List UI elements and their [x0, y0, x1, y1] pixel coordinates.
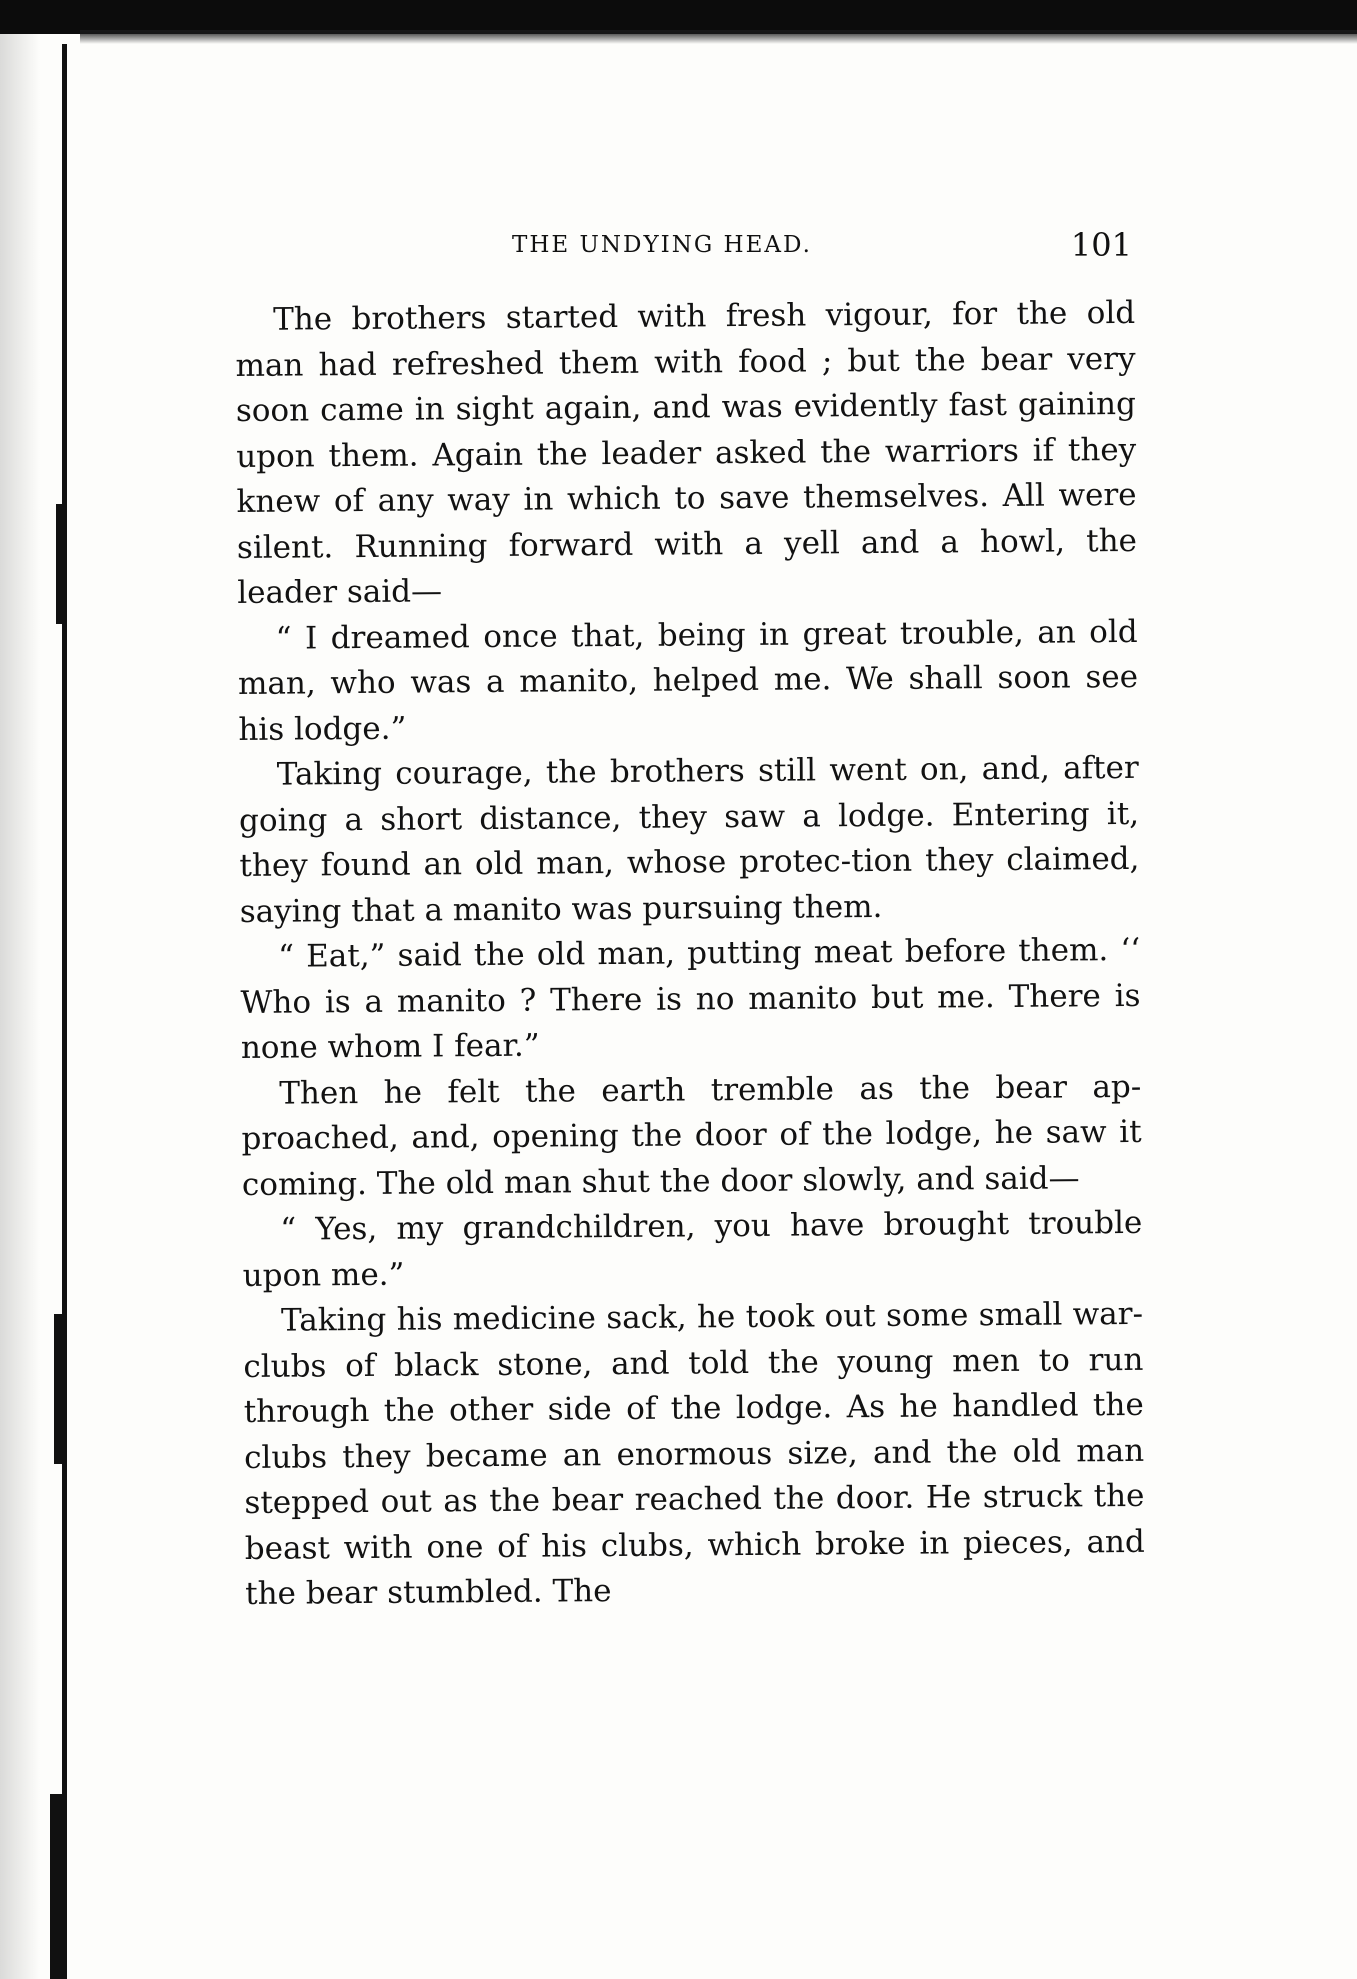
paragraph: “ Eat,” said the old man, putting meat before them. ‘‘ Who is a manito ? There is no manito but me. There is none whom I fear.”	[240, 931, 1141, 1066]
paragraph: Taking his medicine sack, he took out some small war-clubs of black stone, and told the young men to run through the other side of the lodge. As he handled the clubs they became an enormous size, and the old man stepped out as the bear reached the door. He struck the beast with one of his clubs, which broke in pieces, and the bear stumbled. The	[243, 1295, 1145, 1612]
binding-mark	[56, 504, 66, 624]
running-title: THE UNDYING HEAD.	[512, 232, 812, 258]
paragraph: Then he felt the earth tremble as the bear ap-proached, and, opening the door of the lodge, he saw it coming. The old man shut the door slowly, and said—	[241, 1068, 1142, 1203]
paragraph: The brothers started with fresh vigour, for the old man had refreshed them with food ; but the bear very soon came in sight again, and was evidently fast gaining upon them. Again the leader asked the warriors if they knew of any way in which to save themselves. All were silent. Running forward with a yell and a howl, the leader said—	[235, 294, 1138, 611]
body-text	[235, 291, 1145, 1618]
paragraph: “ Yes, my grandchildren, you have brought trouble upon me.”	[242, 1204, 1143, 1294]
page-number: 101	[1070, 226, 1132, 264]
paragraph: “ I dreamed once that, being in great trouble, an old man, who was a manito, helped me. We shall soon see his lodge.”	[237, 613, 1139, 748]
binding-mark	[50, 1794, 64, 1979]
scan-top-edge	[0, 0, 1357, 34]
binding-shadow	[0, 34, 40, 1979]
binding-mark	[54, 1314, 66, 1464]
binding-line	[62, 44, 67, 1979]
page-binding-edge	[0, 34, 95, 1979]
paragraph: Taking courage, the brothers still went on, and, after going a short distance, they saw a lodge. Entering it, they found an old man, whose protec-tion they claimed, saying that a manito was pursuing them.	[238, 749, 1140, 930]
page-header	[240, 226, 1140, 270]
scan-top-edge-shadow	[80, 30, 1357, 44]
